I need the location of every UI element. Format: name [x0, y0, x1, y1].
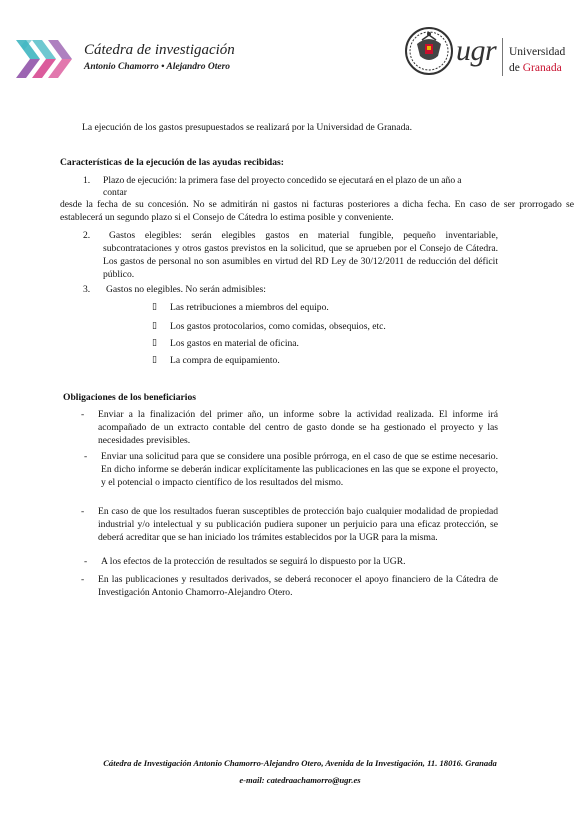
university-de: de — [509, 62, 520, 74]
item1-line2: contar — [103, 187, 127, 198]
obligation-dash: - — [81, 506, 85, 517]
obligation-dash: - — [84, 556, 88, 567]
footer-email: e-mail: catedraachamorro@ugr.es — [239, 775, 361, 785]
obligation-item: En las publicaciones y resultados derivados, se deberá reconocer el apoyo financiero de la Cátedra de Investigación Antonio Chamorro-Alejandro Otero. — [98, 574, 498, 598]
sub-item-bullet-icon: ▯ — [152, 355, 157, 365]
obligation-dash: - — [84, 451, 88, 462]
chair-subtitle: Antonio Chamorro • Alejandro Otero — [84, 62, 231, 72]
university-granada: Granada — [522, 62, 562, 74]
item3-number: 3. — [83, 284, 91, 295]
sub-item: Los gastos protocolarios, como comidas, obsequios, etc. — [170, 321, 386, 332]
sub-item: Los gastos en material de oficina. — [170, 338, 299, 349]
university-name-line1: Universidad — [509, 46, 566, 58]
sub-item-bullet-icon: ▯ — [152, 321, 157, 331]
item3-text: Gastos no elegibles. No serán admisibles: — [106, 284, 266, 295]
obligation-item: Enviar una solicitud para que se considere una posible prórroga, en el caso de que se estime necesario. En dicho informe se deberán indicar explícitamente las publicaciones en las que se expone el proyecto, y el potencial o impacto científico de los resultados del mismo. — [101, 451, 498, 488]
sub-item-bullet-icon: ▯ — [152, 338, 157, 348]
obligation-item: Enviar a la finalización del primer año, un informe sobre la actividad realizada. El informe irá acompañado de un extracto contable del centro de gasto donde se ha gestionado el proyecto y las necesidades previsibles. — [98, 409, 498, 446]
sub-item: La compra de equipamiento. — [170, 355, 280, 366]
ugr-divider — [502, 38, 503, 76]
characteristics-heading: Características de la ejecución de las ayudas recibidas: — [60, 157, 284, 168]
obligation-dash: - — [81, 409, 85, 420]
obligation-item: En caso de que los resultados fueran susceptibles de protección bajo cualquier modalidad de propiedad industrial y/o intelectual y su publicación pudiera suponer un perjuicio para una eficaz protección, se deberá acreditar que se han iniciado los trámites establecidos por la UGR para la misma. — [98, 506, 498, 543]
footer-address: Cátedra de Investigación Antonio Chamorro-Alejandro Otero, Avenida de la Investigación, 11. 18016. Granada — [103, 758, 497, 768]
intro-text: La ejecución de los gastos presupuestados se realizará por la Universidad de Granada. — [82, 122, 413, 133]
item1-number: 1. — [83, 175, 91, 186]
chair-logo — [16, 38, 74, 80]
obligations-heading: Obligaciones de los beneficiarios — [63, 392, 196, 403]
obligation-dash: - — [81, 574, 85, 585]
item2-text: Gastos elegibles: serán elegibles gastos en material fungible, pequeño inventariable, subcontrataciones y otros gastos previstos en la solicitud, que se aprueben por el Consejo de Cátedra. Los gastos de personal no son asumibles en virtud del RD Ley de 30/12/2011 de reducción del déficit público. — [103, 230, 498, 280]
item1-body: desde la fecha de su concesión. No se admitirán ni gastos ni facturas posteriores a dicha fecha. En caso de ser prorrogado se establecerá un segundo plazo si el Consejo de Cátedra lo estima posible y conveniente. — [60, 199, 574, 223]
item2-number: 2. — [83, 230, 91, 241]
sub-item: Las retribuciones a miembros del equipo. — [170, 302, 329, 313]
chair-title: Cátedra de investigación — [84, 42, 235, 58]
sub-item-bullet-icon: ▯ — [152, 302, 157, 312]
obligation-item: A los efectos de la protección de resultados se seguirá lo dispuesto por la UGR. — [101, 556, 406, 567]
ugr-logo-text: ugr — [456, 34, 497, 67]
item1-line1: Plazo de ejecución: la primera fase del proyecto concedido se ejecutará en el plazo de un año a — [103, 175, 462, 186]
ugr-coat-of-arms-icon — [404, 26, 454, 76]
university-name-line2 — [509, 62, 562, 74]
